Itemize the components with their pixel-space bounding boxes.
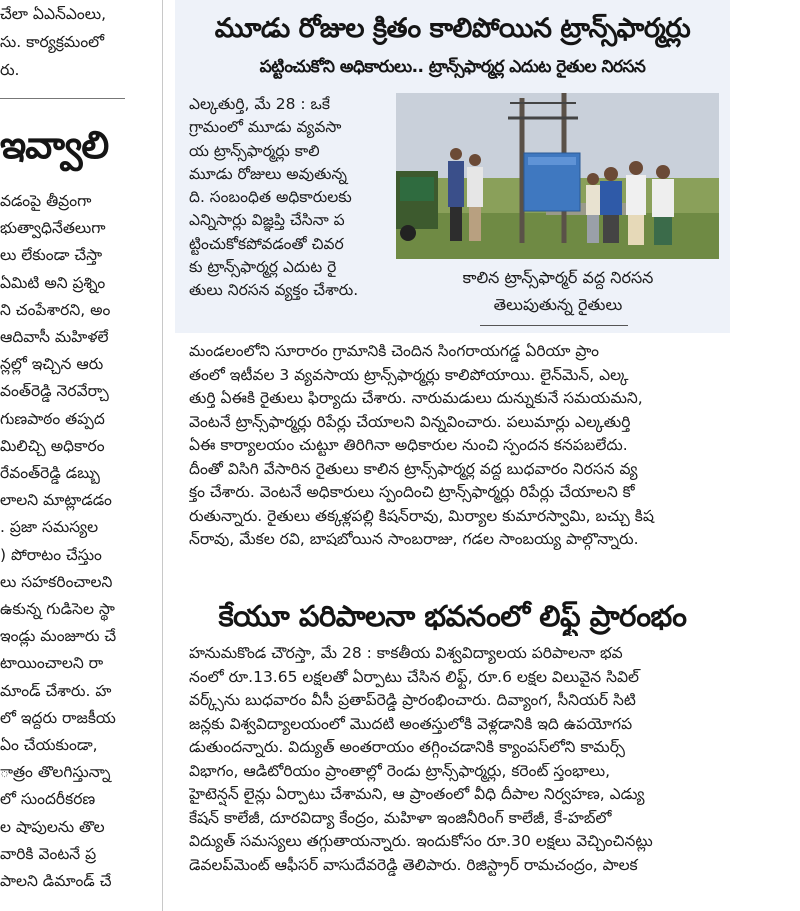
article1-intro-line: గ్రామంలో మూడు వ్యవసా xyxy=(189,118,342,137)
left-body-line: లాలని మాట్లాడడం xyxy=(0,491,112,510)
article2-body-line: హైటెన్షన్ లైన్లు ఏర్పాటు చేశామని, ఆ ప్రాంతంలో వీధి దీపాల నిర్వహణ, ఎడ్యు xyxy=(189,785,645,803)
left-body-line: భుత్వాధినేతలుగా xyxy=(0,219,106,238)
article2-body-line: వర్క్స్‌ను బుధవారం వీసీ ప్రతాప్‌రెడ్డి ప్రారంభించారు. దివ్యాంగ, సీనియర్ సిటి xyxy=(189,691,636,709)
left-article-headline: ఇవ్వాలి xyxy=(0,123,109,167)
farmers-photo-icon xyxy=(396,93,719,259)
left-body-line: రేవంత్‌రెడ్డి డబ్బు xyxy=(0,464,100,482)
left-body-line: . ప్రజా సమస్యల xyxy=(0,518,99,537)
article1-body-line: మండలంలోని సూరారం గ్రామానికి చెందిన సింగరాయగడ్డ ఏరియా ప్రాం xyxy=(189,342,600,360)
article2-headline: కేయూ పరిపాలనా భవనంలో లిఫ్ట్ ప్రారంభం xyxy=(218,599,687,633)
left-body-line: వారికి వెంటనే ప్ర xyxy=(0,844,97,863)
left-body-line: గుణపాఠం తప్పద xyxy=(0,409,105,428)
article1-body-line: దీంతో విసిగి వేసారిన రైతులు కాలిన ట్రాన్స్‌ఫార్మర్ల వద్ద బుధవారం నిరసన వ్య xyxy=(189,459,638,478)
photo-caption-line: కాలిన ట్రాన్స్‌ఫార్మర్ వద్ద నిరసన xyxy=(462,268,654,287)
article1-intro-line: మూడు రోజులు అవుతున్న xyxy=(189,164,348,183)
article1-body-line: క్తం చేశారు. వెంటనే అధికారులు స్పందించి ట్రాన్స్‌ఫార్మర్లు రిపేర్లు చేయాలని కో xyxy=(189,483,635,501)
article1-body xyxy=(189,340,719,552)
article1-intro-line: ఎన్నిసార్లు విజ్ఞప్తి చేసినా ప xyxy=(189,211,345,230)
left-top-line: రు. xyxy=(0,61,20,79)
left-body-line: ల షాపులను తొల xyxy=(0,817,105,836)
article1-intro-line: ది. సంబంధిత అధికారులకు xyxy=(189,188,352,207)
article1-body-line: తంలో ఇటీవల 3 వ్యవసాయ ట్రాన్స్‌ఫార్మర్లు కాలిపోయాయి. లైన్‌మెన్, ఎల్క xyxy=(189,365,629,384)
article1-intro-line: ఎల్కతుర్తి, మే 28 : ఒకే xyxy=(189,95,330,113)
article1-intro-line: య ట్రాన్స్‌ఫార్మర్లు కాలి xyxy=(189,141,320,160)
article2-body-line: విద్యుత్ సమస్యలు తగ్గుతాయన్నారు. ఇందుకోసం రూ.30 లక్షలు వెచ్చించినట్లు xyxy=(189,832,653,850)
left-body-line: పాలని డిమాండ్ చే xyxy=(0,872,112,890)
article1-intro xyxy=(189,93,389,303)
left-body-line: మిలిచ్చి అధికారం xyxy=(0,436,105,455)
caption-rule xyxy=(480,325,628,326)
left-body-line: ఇండ్లు మంజూరు చే xyxy=(0,627,117,646)
article1-body-line: ఏఈ కార్యాలయం చుట్టూ తిరిగినా అధికారుల నుంచి స్పందన కనపబలేదు. xyxy=(189,436,628,454)
photo-caption-line: తెలుపుతున్న రైతులు xyxy=(493,295,623,314)
article1-body-line: రుతున్నారు. రైతులు తక్కళ్లపల్లి కిషన్‌రావు, మిర్యాల కుమారస్వామి, బచ్చు కిష xyxy=(189,506,654,525)
article2-body-line: హనుమకొండ చౌరస్తా, మే 28 : కాకతీయ విశ్వవిద్యాలయ పరిపాలనా భవ xyxy=(189,644,623,662)
left-body-line: ఏం చేయకుండా, xyxy=(0,736,98,754)
article1-body-line: వెంటనే ట్రాన్స్‌ఫార్మర్లు రిపేర్లు చేయాలని విన్నవించారు. పలుమార్లు ఎల్కతుర్తి xyxy=(189,412,631,431)
left-body-line: ాత్రం తొలగిస్తున్నా xyxy=(0,763,111,782)
article1-intro-line: తులు నిరసన వ్యక్తం చేశారు. xyxy=(189,281,359,300)
left-top-line: చేలా ఏఎన్ఎంలు, xyxy=(0,5,107,23)
left-column-rule xyxy=(0,98,125,99)
left-body-line: న్లల్లో ఇచ్చిన ఆరు xyxy=(0,355,104,374)
left-column xyxy=(0,0,150,911)
left-body-line: లో ఇద్దరు రాజకీయ xyxy=(0,708,116,727)
left-body-line: వంత్‌రెడ్డి నెరవేర్చా xyxy=(0,382,109,401)
article1-body-line: తుర్తి ఏఈకి రైతులు ఫిర్యాదు చేశారు. నారుమడులు దున్నుకునే సమయమని, xyxy=(189,389,643,407)
article2-body-line: విభాగం, ఆడిటోరియం ప్రాంతాల్లో రెండు ట్రాన్స్‌ఫార్మర్లు, కరెంట్ స్తంభాలు, xyxy=(189,761,611,780)
left-body-line: లో సుందరీకరణ xyxy=(0,790,96,809)
article2-body xyxy=(189,642,719,877)
article2-body-line: నంలో రూ.13.65 లక్షలతో ఏర్పాటు చేసిన లిఫ్ట్, రూ.6 లక్షల విలువైన సివిల్ xyxy=(189,667,639,686)
article1-intro-line: కు ట్రాన్స్‌ఫార్మర్ల ఎదుట రై xyxy=(189,258,337,277)
left-body-line: టాయించాలని రా xyxy=(0,654,104,673)
article2-body-line: జన్లకు విశ్వవిద్యాలయంలో మొదటి అంతస్తులోకి వెళ్లడానికి ఇది ఉపయోగప xyxy=(189,714,633,733)
left-body-line: ) పోరాటం చేస్తుం xyxy=(0,545,102,564)
article2-body-line: కేషన్ కాలేజీ, దూరవిద్యా కేంద్రం, మహిళా ఇంజినీరింగ్ కాలేజీ, కే-హబ్‌లో xyxy=(189,808,612,827)
article2-body-line: డుతుందన్నారు. విద్యుత్ అంతరాయం తగ్గించడానికి క్యాంపస్‌లోని కామర్స్ xyxy=(189,738,625,756)
article1-intro-line: ట్టించుకోకపోవడంతో చివర xyxy=(189,234,344,253)
left-body-line: ని చంపేశారని, అం xyxy=(0,300,111,319)
left-top-line: సు. కార్యక్రమంలో xyxy=(0,33,105,51)
article2-body-line: డెవలప్‌మెంట్ ఆఫీసర్ వాసుదేవరెడ్డి తెలిపారు. రిజిస్ట్రార్ రామచంద్రం, పాలక xyxy=(189,855,638,874)
article1-subheadline: పట్టించుకోని అధికారులు.. ట్రాన్స్‌ఫార్మర్ల ఎదుట రైతుల నిరసన xyxy=(259,57,646,77)
farmers-photo xyxy=(396,93,719,259)
left-body-line: మాండ్ చేశారు. హ xyxy=(0,681,112,700)
left-body-line: ఏమిటి అని ప్రశ్నిం xyxy=(0,273,106,292)
left-body-line: లు సహకరించాలని xyxy=(0,572,113,591)
column-separator xyxy=(162,0,163,911)
article1-body-line: న్‌రావు, మేకల రవి, బాషబోయిన సాంబరాజు, గడల సాంబయ్య పాల్గొన్నారు. xyxy=(189,530,639,548)
left-body-line: వడంపై తీవ్రంగా xyxy=(0,192,92,210)
left-body-line: ఉకున్న గుడిసెల స్థా xyxy=(0,600,115,618)
left-body-line: ఆదివాసీ మహిళలే xyxy=(0,328,109,346)
left-body-line: లు లేకుండా చేస్తా xyxy=(0,246,103,265)
article1-headline: మూడు రోజుల క్రితం కాలిపోయిన ట్రాన్స్‌ఫార్మర్లు xyxy=(214,13,691,44)
